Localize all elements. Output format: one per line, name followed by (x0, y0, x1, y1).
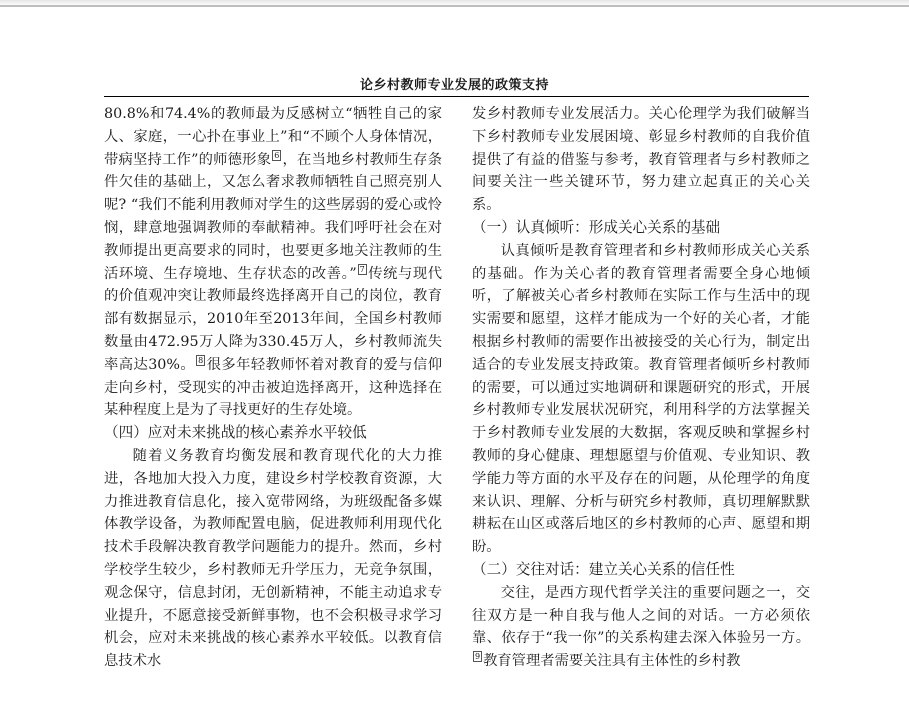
header-rule (104, 96, 809, 97)
left-paragraph-1 (104, 103, 442, 422)
left-p1-text-c: 传统与现代的价值观冲突让教师最终选择离开自己的岗位，教育部有数据显示，2010年至2013年间，全国乡村教师数量由472.95万人降为330.45万人，乡村教师流失率高达30%。 (104, 265, 442, 373)
left-column (104, 103, 442, 673)
left-p1-text-b: ，在当地乡村教师生存条件欠佳的基础上，又怎么奢求教师牺牲自己照亮别人呢? “我们不能利用教师对学生的这些孱弱的爱心或怜悯，肆意地强调教师的奉献精神。我们呼吁社会在对教师提出更高要求的同时，也要更多地关注教师的生活环境、生存境地、生存状态的改善。” (104, 151, 442, 282)
right-paragraph-3 (472, 582, 810, 673)
right-paragraph-2: 认真倾听是教育管理者和乡村教师形成关心关系的基础。作为关心者的教育管理者需要全身心地倾听，了解被关心者乡村教师在实际工作与生活中的现实需要和愿望，这样才能成为一个好的关心者，才能根据乡村教师的需要作出被接受的关心行为，制定出适合的专业发展支持政策。教育管理者倾听乡村教师的需要，可以通过实地调研和课题研究的形式，开展乡村教师专业发展状况研究，利用科学的方法掌握关于乡村教师专业发展的大数据，客观反映和掌握乡村教师的身心健康、理想愿望与价值观、专业知识、教学能力等方面的水平及存在的问题，从伦理学的角度来认识、理解、分析与研究乡村教师，真切理解默默耕耘在山区或落后地区的乡村教师的心声、愿望和期盼。 (472, 242, 810, 556)
right-p3-text-a: 交往，是西方现代哲学关注的重要问题之一，交往双方是一种自我与他人之间的对话。一方必须依靠、依存于“我一你”的关系构建去深入体验另一方。 (472, 584, 810, 647)
section-heading-2: （二）交往对话：建立关心关系的信任性 (472, 560, 735, 578)
citation-marker: 8 (198, 356, 204, 365)
section-heading-4: （四）应对未来挑战的核心素养水平较低 (104, 424, 367, 442)
page-top-edge (0, 5, 909, 7)
right-p3-text-b: 教育管理者需要关注具有主体性的乡村教 (483, 653, 741, 670)
citation-marker: 9 (475, 652, 481, 662)
left-p1-text-a: 80.8%和74.4%的教师最为反感树立“牺牲自己的家人、家庭，一心扑在事业上”和“不顾个人身体情况，带病坚持工作”的师德形象 (104, 106, 442, 168)
left-paragraph-2: 随着义务教育均衡发展和教育现代化的大力推进，各地加大投入力度，建设乡村学校教育资源，大力推进教育信息化，接入宽带网络，为班级配备多媒体教学设备，为教师配置电脑，促进教师利用现代化技术手段解决教育教学问题能力的提升。然而，乡村学校学生较少，乡村教师无升学压力，无竞争氛围，观念保守，信息封闭，无创新精神，不能主动追求专业提升，不愿意接受新鲜事物，也不会积极寻求学习机会，应对未来挑战的核心素养水平较低。以教育信息技术水 (104, 447, 442, 670)
left-p1-text-d: 很多年轻教师怀着对教育的爱与信仰走向乡村，受现实的冲击被迫选择离开，这种选择在某种程度上是为了寻找更好的生存处境。 (104, 356, 442, 419)
right-paragraph-1: 发乡村教师专业发展活力。关心伦理学为我们破解当下乡村教师专业发展困境、彰显乡村教师的自我价值提供了有益的借鉴与参考，教育管理者与乡村教师之间要关注一些关键环节，努力建立起真正的关心关系。 (472, 106, 810, 214)
citation-marker: 7 (359, 264, 365, 274)
running-header: 论乡村教师专业发展的政策支持 (359, 78, 549, 93)
citation-marker: 6 (274, 150, 280, 160)
right-column (472, 103, 810, 673)
section-heading-1: （一）认真倾听：形成关心关系的基础 (472, 218, 721, 236)
